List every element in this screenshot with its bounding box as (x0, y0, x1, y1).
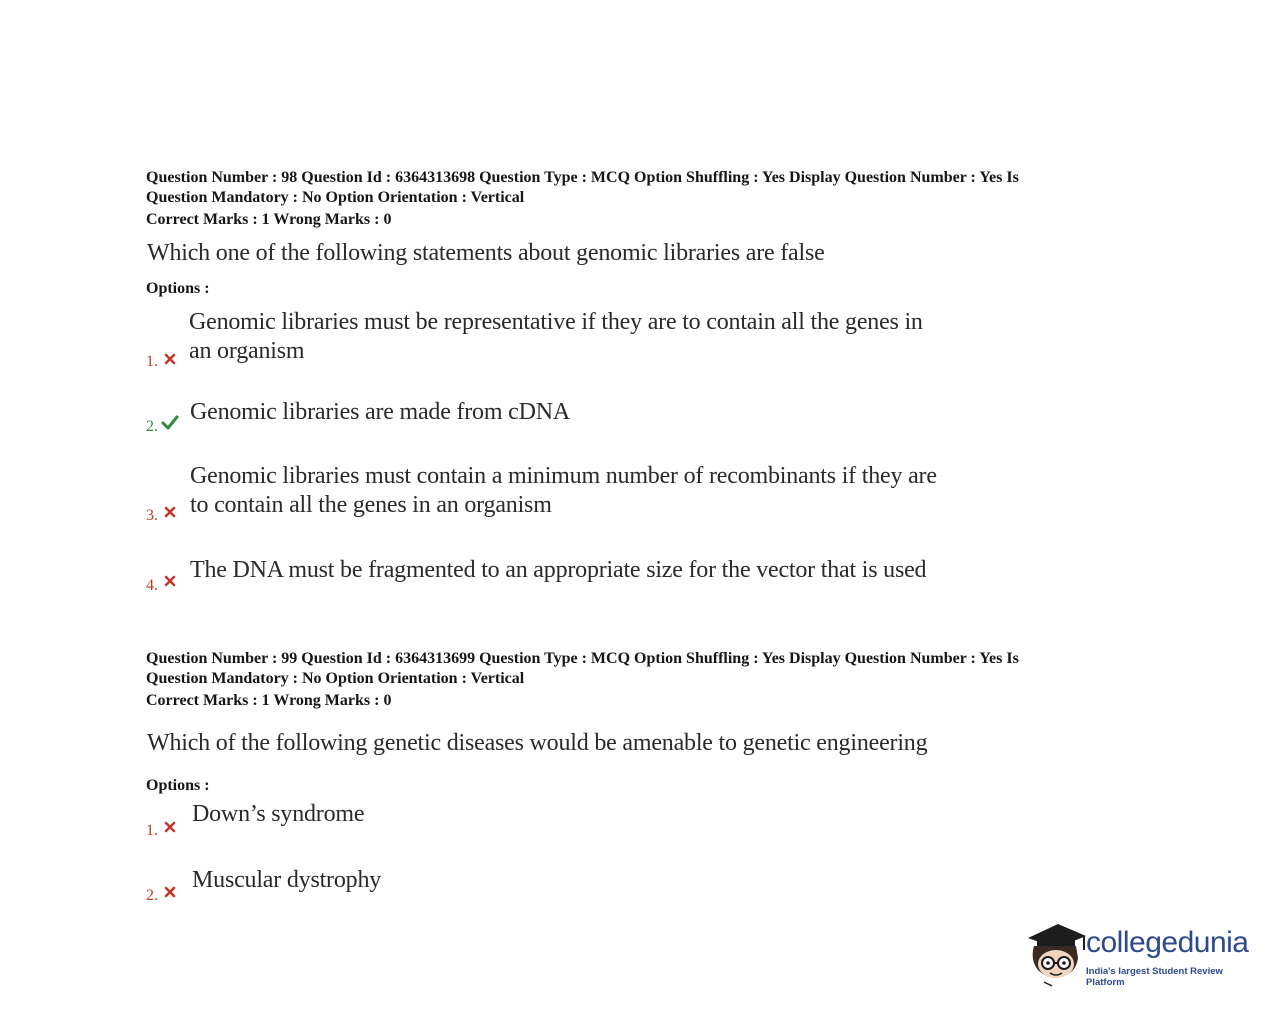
option-number: 3. (146, 507, 158, 524)
question-meta-line-2: Question Mandatory : No Option Orientation : Vertical (146, 669, 525, 687)
question-meta (146, 649, 1106, 688)
cross-icon (164, 353, 176, 365)
option-text-line-1: Genomic libraries must contain a minimum number of recombinants if they are (190, 463, 937, 489)
option-text-line-2: an organism (189, 338, 305, 364)
option-text (189, 308, 923, 366)
question-meta-line-2: Question Mandatory : No Option Orientation : Vertical (146, 188, 525, 206)
question-marks: Correct Marks : 1 Wrong Marks : 0 (146, 692, 392, 709)
option-text (190, 462, 937, 520)
option-number: 1. (146, 822, 158, 839)
question-text: Which of the following genetic diseases would be amenable to genetic engineering (147, 730, 928, 756)
option-number: 2. (146, 887, 158, 904)
check-icon (161, 415, 179, 430)
cross-icon (164, 506, 176, 518)
collegedunia-logo (1024, 916, 1264, 991)
question-marks: Correct Marks : 1 Wrong Marks : 0 (146, 211, 392, 228)
option-text: Down’s syndrome (192, 801, 365, 827)
logo-tagline: India's largest Student Review Platform (1086, 966, 1223, 988)
option-number: 4. (146, 577, 158, 594)
options-label: Options : (146, 280, 210, 297)
cross-icon (164, 886, 176, 898)
options-label: Options : (146, 777, 210, 794)
question-meta (146, 168, 1106, 207)
option-number: 1. (146, 353, 158, 370)
mascot-icon (1024, 916, 1088, 991)
option-number: 2. (146, 418, 158, 435)
cross-icon (164, 821, 176, 833)
question-text: Which one of the following statements about genomic libraries are false (147, 240, 825, 266)
option-text: Muscular dystrophy (192, 867, 382, 893)
question-meta-line-1: Question Number : 98 Question Id : 6364313698 Question Type : MCQ Option Shuffling : Yes Display Question Number : Yes Is (146, 169, 1019, 186)
logo-wordmark: collegedunia (1086, 926, 1249, 959)
option-text-line-2: to contain all the genes in an organism (190, 492, 552, 518)
question-meta-line-1: Question Number : 99 Question Id : 6364313699 Question Type : MCQ Option Shuffling : Yes Display Question Number : Yes Is (146, 650, 1019, 667)
cross-icon (164, 575, 176, 587)
option-text: The DNA must be fragmented to an appropriate size for the vector that is used (190, 557, 927, 583)
option-text: Genomic libraries are made from cDNA (190, 399, 570, 425)
option-text-line-1: Genomic libraries must be representative if they are to contain all the genes in (189, 309, 923, 335)
